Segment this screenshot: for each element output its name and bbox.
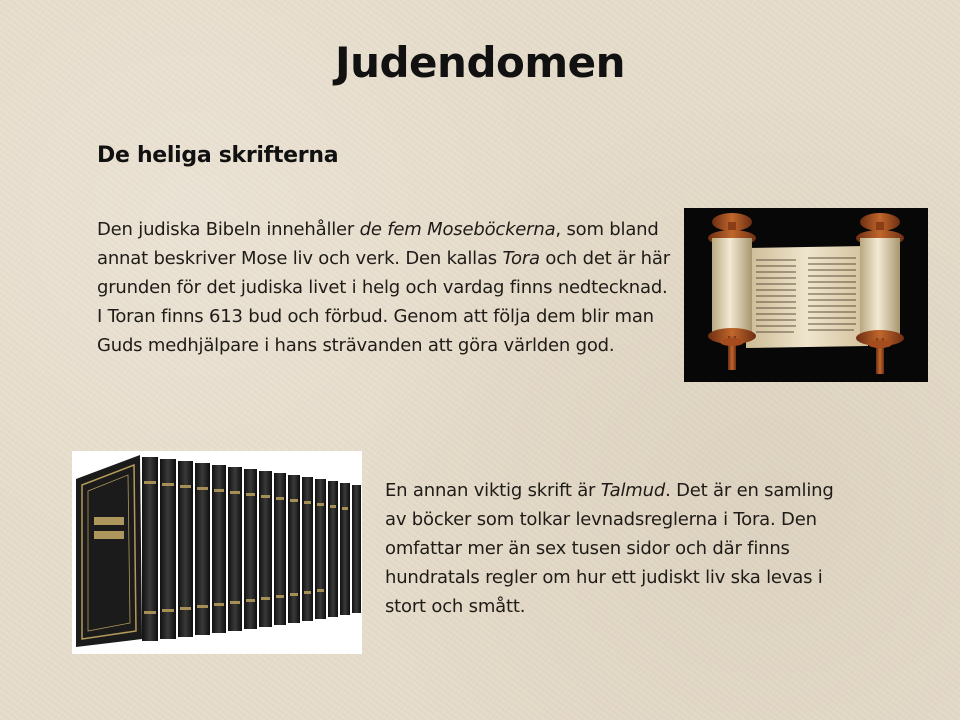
text-run: En annan viktig skrift är — [385, 480, 601, 501]
torah-scroll-illustration — [684, 208, 928, 382]
talmud-books-image — [72, 451, 362, 654]
emphasis-talmud: Talmud — [600, 480, 666, 501]
emphasis-moseboeckerna: de fem Moseböckerna — [359, 219, 556, 240]
section-heading: De heliga skrifterna — [97, 143, 339, 168]
talmud-books-illustration — [72, 451, 362, 654]
text-run: . Det är en samling av böcker som tolkar levnadsreglerna i Tora. Den omfattar mer än sex tusen sidor och där finns hundratals regler om hur ett judiskt liv ska levas i stort och smått. — [385, 480, 834, 617]
emphasis-tora: Tora — [502, 248, 540, 269]
paragraph-talmud — [385, 476, 855, 621]
slide-title: Judendomen — [334, 38, 626, 87]
text-run: och det är här grunden för det judiska livet i helg och vardag finns nedtecknad. I Toran finns 613 bud och förbud. Genom att följa dem blir man Guds medhjälpare i hans strävanden att göra världen god. — [97, 248, 670, 356]
text-run: Den judiska Bibeln innehåller — [97, 219, 360, 240]
torah-scroll-image — [684, 208, 928, 382]
text-run: , som bland annat beskriver Mose liv och verk. Den kallas — [97, 219, 659, 269]
paragraph-tora — [97, 215, 672, 360]
